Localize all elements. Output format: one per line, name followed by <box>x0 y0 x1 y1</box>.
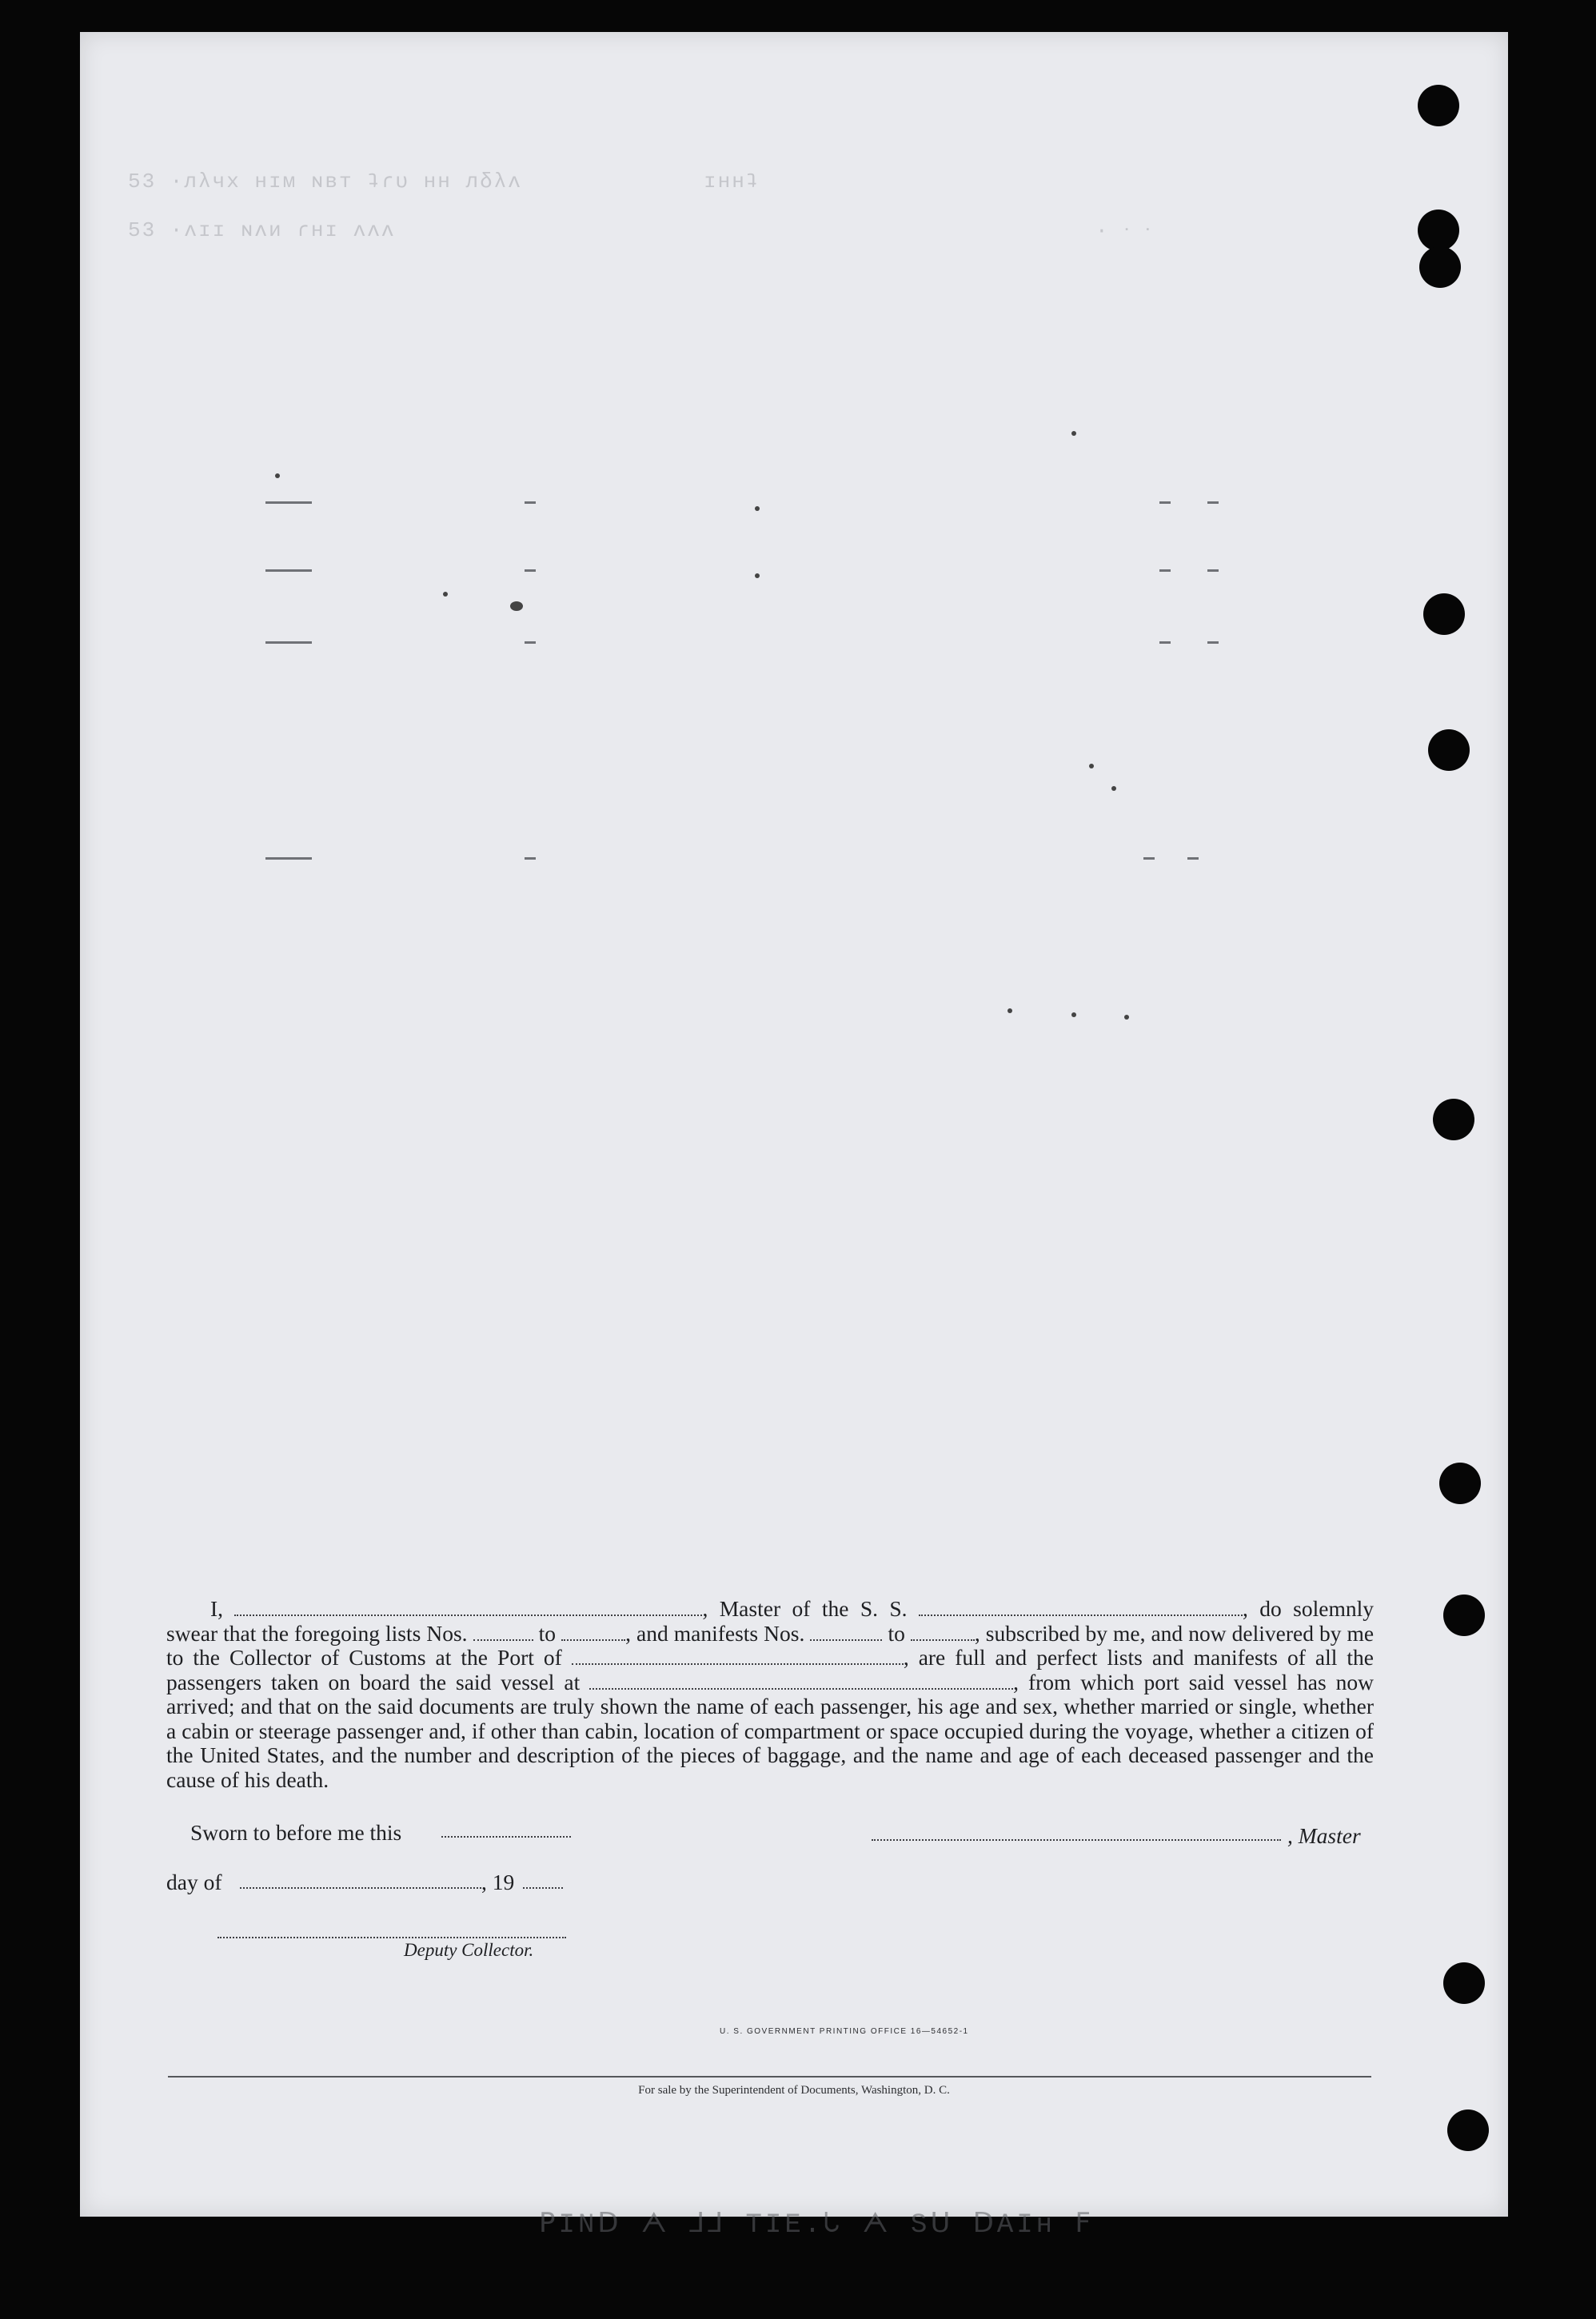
manifests-from-field[interactable] <box>810 1623 882 1641</box>
oath-to1: to <box>538 1620 557 1646</box>
for-sale-note: For sale by the Superintendent of Documents, Washington, D. C. <box>638 2084 950 2097</box>
manifest-page: 53 ·лλчх нɪм ɴвт ʇɾυ ʜʜ лδλʌ ɪʜʜʇ 53 ·ʌɪɪ ɴʌи ɾʜɪ ʌʌʌ · ᐧ ᐧ I, , Master of the S. S. , do solemnly swear that the foregoing lists Nos. to , and manifests Nos. to , subscribed by me, and now delivered by me to the Collector of Customs at the Port of , are full and perfect lists and manifests of all the passengers taken on board the said vessel at , from which port said vessel has now arrived; and that on the said documents are truly shown the name of each passenger, his age and sex, whether married or single, whether a cabin or steerage passenger and, if other than cabin, location of compartment or space occupied during the voyage, whether a citizen of the United States, and the number and description of the pieces of baggage, and the name and age of each deceased passenger and the cause of his death. Sworn to before me this , Master day of , 19 Deputy Collector. U. S. GOVERNMENT PRINTING OFFICE 16—54652-1 For sale by the Superintendent of Documents, Washington, D. C. ꟻ ʜIAᗡ ᑌƧ ᗅ ᒍ.ƎIT ᒪᒪ ᗅ ᗡИIꟼ <box>80 32 1508 2217</box>
oath-i: I, <box>210 1596 224 1621</box>
oath-delivered: delivered by me to the Collector of Customs at the Port of <box>166 1620 1375 1670</box>
oath-paragraph <box>166 1597 1374 1792</box>
master-name-field[interactable] <box>234 1599 702 1616</box>
ship-name-field[interactable] <box>919 1599 1243 1616</box>
sworn-date-field[interactable] <box>441 1836 571 1838</box>
mirrored-stamp: ꟻ ʜIAᗡ ᑌƧ ᗅ ᒍ.ƎIT ᒪᒪ ᗅ ᗡИIꟼ <box>536 2210 1091 2241</box>
oath-manifests-taken: manifests of all the passengers taken on board the said vessel at <box>166 1645 1375 1694</box>
master-signature-field[interactable] <box>872 1839 1281 1841</box>
manifests-to-field[interactable] <box>911 1623 975 1641</box>
year-field[interactable] <box>523 1887 563 1889</box>
sworn-label: Sworn to before me this <box>190 1820 402 1845</box>
oath-swear: swear that the foregoing lists Nos. <box>166 1620 468 1646</box>
month-field[interactable] <box>240 1887 481 1889</box>
year-prefix: , 19 <box>481 1870 515 1894</box>
oath-body-text: port said vessel has now arrived; and that on the said documents are truly shown the name of each passenger, his age and sex, whether married or single, whether a cabin or steerage passenger and, if other than cabin, location of compartment or space occupied during the voyage, whether a citizen of the United States, and the number and description of the pieces of baggage, and the name and age of each deceased passenger and the cause of his death. <box>166 1669 1375 1792</box>
footer-rule <box>168 2076 1371 2078</box>
master-label: , Master <box>1287 1823 1361 1848</box>
oath-master-of: , Master of the S. S. <box>702 1596 908 1621</box>
port-field[interactable] <box>572 1647 904 1665</box>
lists-to-field[interactable] <box>561 1623 625 1641</box>
printing-office-imprint: U. S. GOVERNMENT PRINTING OFFICE 16—54652-1 <box>720 2027 969 2036</box>
oath-and-manifests: , and manifests Nos. <box>625 1620 805 1646</box>
oath-subscribed: , subscribed by me, and now <box>974 1620 1227 1646</box>
lists-from-field[interactable] <box>473 1623 533 1641</box>
deputy-collector-label: Deputy Collector. <box>404 1940 534 1960</box>
day-of-label: day of <box>166 1870 222 1894</box>
oath-to2: to <box>888 1620 905 1646</box>
departure-port-field[interactable] <box>589 1672 1013 1690</box>
oath-from-which: , from which <box>1013 1669 1135 1694</box>
deputy-signature-field[interactable] <box>217 1937 566 1938</box>
oath-solemnly: , do solemnly <box>1242 1596 1374 1621</box>
oath-full-and-perfect: , are full and perfect lists and <box>903 1645 1184 1670</box>
